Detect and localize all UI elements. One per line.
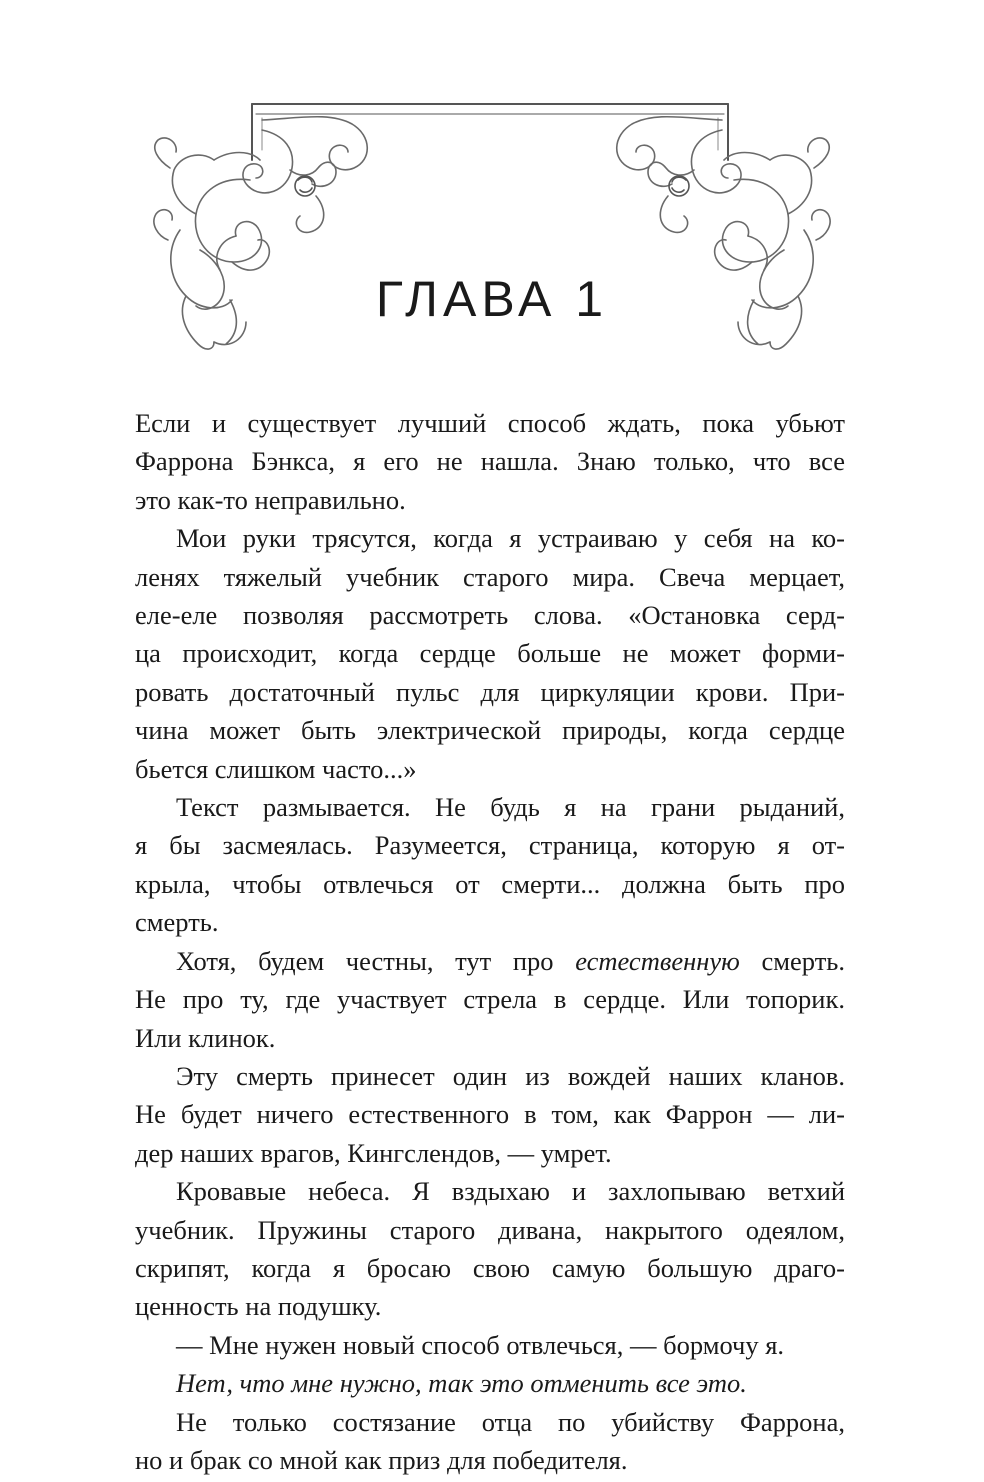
- paragraph-line: Мои руки трясутся, когда я устраиваю у себя на ко-: [176, 523, 845, 554]
- paragraph-line: Не про ту, где участвует стрела в сердце. Или топорик.: [135, 984, 845, 1015]
- paragraph-line: ленях тяжелый учебник старого мира. Свеча мерцает,: [135, 561, 845, 592]
- paragraph-line: крыла, чтобы отвлечься от смерти... должна быть про: [135, 868, 845, 899]
- paragraph-line: чина может быть электрической природы, когда сердце: [135, 715, 845, 746]
- italic-text-run: Нет, что мне нужно, так это отменить все это.: [176, 1368, 747, 1399]
- paragraph-line: скрипят, когда я бросаю свою самую большую драго-: [135, 1252, 845, 1283]
- paragraph-line: Фаррона Бэнкса, я его не нашла. Знаю только, что все: [135, 446, 845, 477]
- paragraph-line: Если и существует лучший способ ждать, пока убьют: [135, 408, 845, 438]
- paragraph-line: еле-еле позволяя рассмотреть слова. «Остановка серд-: [135, 600, 845, 631]
- paragraph-line: дер наших врагов, Кингслендов, — умрет.: [135, 1137, 612, 1168]
- paragraph-line: я бы засмеялась. Разумеется, страница, которую я от-: [135, 830, 845, 861]
- paragraph-line: бьется слишком часто...»: [135, 753, 417, 784]
- paragraph-line: Не будет ничего естественного в том, как Фаррон — ли-: [135, 1099, 845, 1130]
- paragraph-line: Не только состязание отца по убийству Фаррона,: [176, 1406, 845, 1437]
- paragraph-line: Или клинок.: [135, 1022, 276, 1053]
- paragraph-line: Текст размывается. Не будь я на грани рыданий,: [176, 792, 845, 823]
- paragraph-line: — Мне нужен новый способ отвлечься, — бормочу я.: [176, 1329, 785, 1360]
- paragraph-line: [135, 1364, 845, 1402]
- chapter-body-text: [135, 404, 845, 1479]
- paragraph-line: Кровавые небеса. Я вздыхаю и захлопываю ветхий: [176, 1176, 845, 1207]
- italic-text-run: естественную: [575, 945, 740, 976]
- paragraph-line: ца происходит, когда сердце больше не может форми-: [135, 638, 845, 669]
- text-run: Хотя, будем честны, тут про: [176, 945, 576, 976]
- text-run: смерть.: [739, 945, 845, 976]
- paragraph-line: но и брак со мной как приз для победителя.: [135, 1444, 628, 1475]
- paragraph-line: учебник. Пружины старого дивана, накрытого одеялом,: [135, 1214, 845, 1245]
- paragraph-line: [135, 942, 845, 980]
- paragraph-line: Эту смерть принесет один из вождей наших кланов.: [176, 1060, 845, 1091]
- chapter-title: ГЛАВА 1: [375, 271, 609, 327]
- paragraph-line: смерть.: [135, 907, 219, 938]
- paragraph-line: ровать достаточный пульс для циркуляции крови. При-: [135, 676, 845, 707]
- paragraph-line: это как-то неправильно.: [135, 484, 406, 515]
- paragraph-line: ценность на подушку.: [135, 1291, 382, 1322]
